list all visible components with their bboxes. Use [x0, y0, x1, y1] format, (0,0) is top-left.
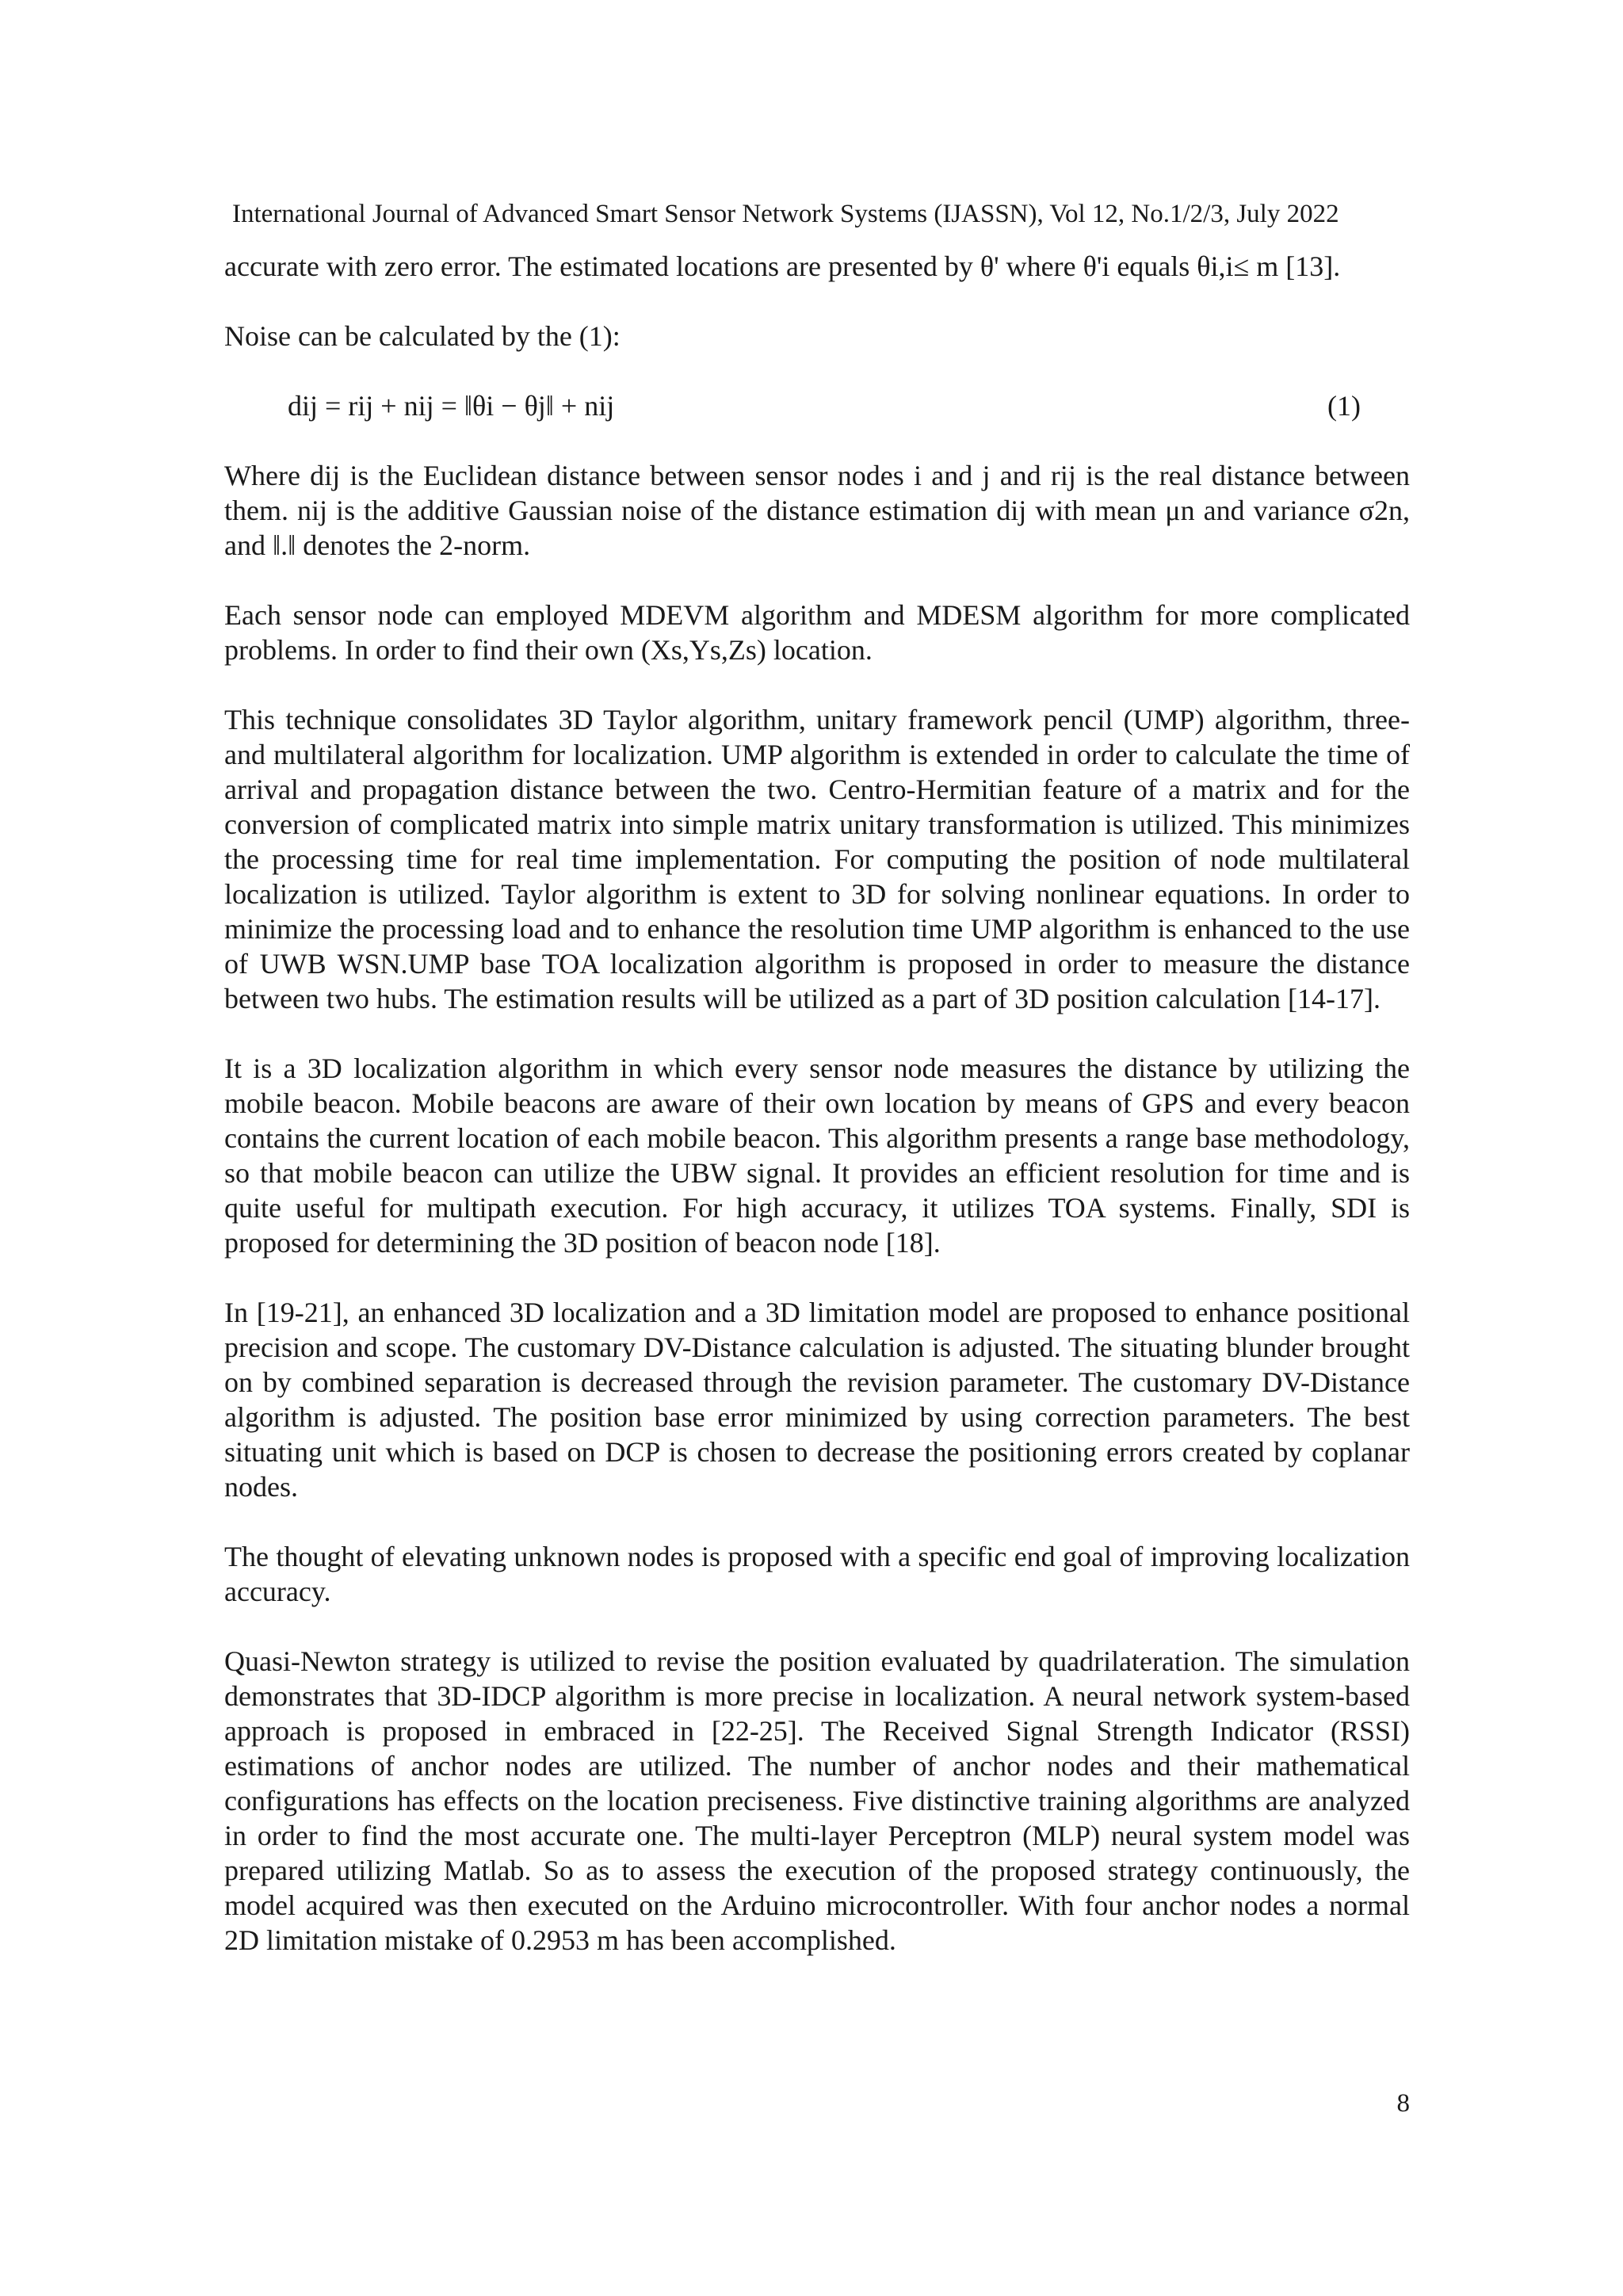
- paragraph-noise-intro: Noise can be calculated by the (1):: [224, 320, 621, 352]
- paragraph-taylor-ump: This technique consolidates 3D Taylor algorithm, unitary framework pencil (UMP) algorithm, three- and multilateral algorithm for localization. UMP algorithm is extended in order to calculate the time of arrival and propagation distance between the two. Centro-Hermitian feature of a matrix and for the conversion of complicated matrix into simple matrix unitary transformation is utilized. This minimizes the processing time for real time implementation. For computing the position of node multilateral localization is utilized. Taylor algorithm is extent to 3D for solving nonlinear equations. In order to minimize the processing load and to enhance the resolution time UMP algorithm is enhanced to the use of UWB WSN.UMP base TOA localization algorithm is proposed in order to measure the distance between two hubs. The estimation results will be utilized as a part of 3D position calculation [14-17].: [224, 704, 1410, 1014]
- running-header: International Journal of Advanced Smart Sensor Network Systems (IJASSN), Vol 12, No.1/2/3, July 2022: [232, 200, 1339, 228]
- paragraph-elevating-nodes: The thought of elevating unknown nodes is proposed with a specific end goal of improving localization accuracy.: [224, 1541, 1410, 1607]
- equation-1: [224, 388, 1410, 423]
- equation-expression: dij = rij + nij = ‖θi − θj‖ + nij: [288, 390, 615, 422]
- main-text: [224, 249, 1410, 1958]
- paragraph-euclidean-distance: Where dij is the Euclidean distance between sensor nodes i and j and rij is the real distance between them. nij is the additive Gaussian noise of the distance estimation dij with mean μn and variance σ2n, and ‖.‖ denotes the 2-norm.: [224, 460, 1410, 561]
- paragraph-dv-distance: In [19-21], an enhanced 3D localization and a 3D limitation model are proposed to enhance positional precision and scope. The customary DV-Distance calculation is adjusted. The situating blunder brought on by combined separation is decreased through the revision parameter. The customary DV-Distance algorithm is adjusted. The position base error minimized by using correction parameters. The best situating unit which is based on DCP is chosen to decrease the positioning errors created by coplanar nodes.: [224, 1297, 1410, 1503]
- paragraph-mdevm-mdesm: Each sensor node can employed MDEVM algorithm and MDESM algorithm for more complicated problems. In order to find their own (Xs,Ys,Zs) location.: [224, 599, 1410, 666]
- paragraph-quasi-newton: Quasi-Newton strategy is utilized to revise the position evaluated by quadrilateration. The simulation demonstrates that 3D-IDCP algorithm is more precise in localization. A neural network system-based approach is proposed in embraced in [22-25]. The Received Signal Strength Indicator (RSSI) estimations of anchor nodes are utilized. The number of anchor nodes and their mathematical configurations has effects on the location preciseness. Five distinctive training algorithms are analyzed in order to find the most accurate one. The multi-layer Perceptron (MLP) neural system model was prepared utilizing Matlab. So as to assess the execution of the proposed strategy continuously, the model acquired was then executed on the Arduino microcontroller. With four anchor nodes a normal 2D limitation mistake of 0.2953 m has been accomplished.: [224, 1645, 1410, 1956]
- paragraph-estimated-locations: accurate with zero error. The estimated locations are presented by θ' where θ'i equals θi,i≤ m [13].: [224, 250, 1341, 282]
- equation-number: (1): [1327, 390, 1361, 422]
- paragraph-mobile-beacon: It is a 3D localization algorithm in which every sensor node measures the distance by utilizing the mobile beacon. Mobile beacons are aware of their own location by means of GPS and every beacon contains the current location of each mobile beacon. This algorithm presents a range base methodology, so that mobile beacon can utilize the UBW signal. It provides an efficient resolution for time and is quite useful for multipath execution. For high accuracy, it utilizes TOA systems. Finally, SDI is proposed for determining the 3D position of beacon node [18].: [224, 1052, 1410, 1259]
- page-number: 8: [1396, 2089, 1410, 2118]
